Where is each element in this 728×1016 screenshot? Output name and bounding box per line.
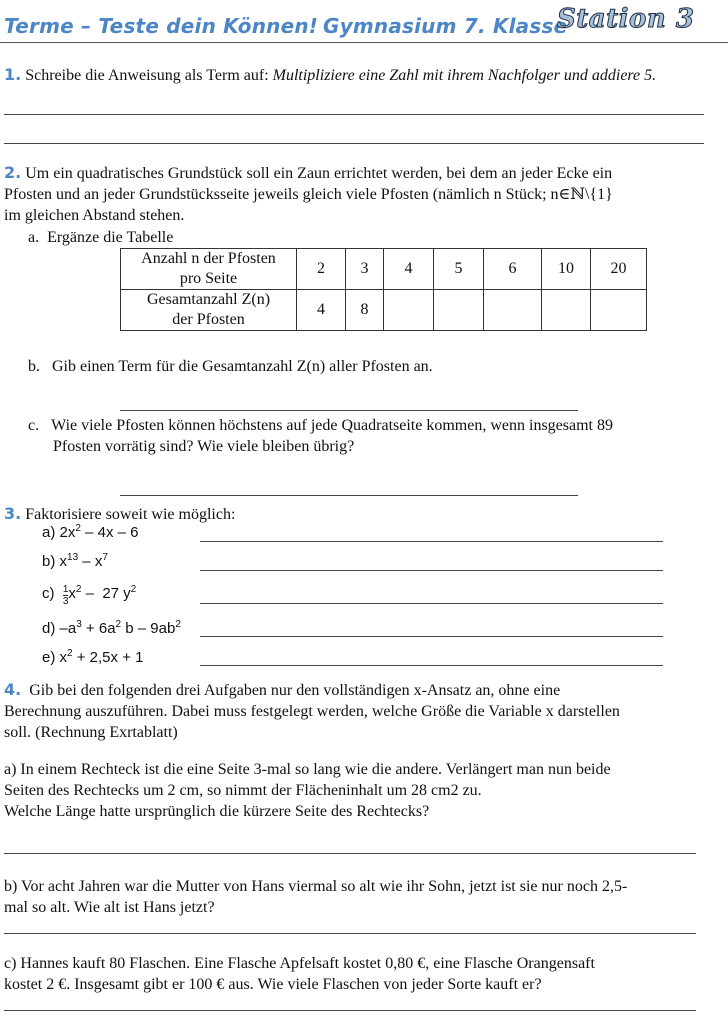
answer-line[interactable] — [200, 570, 663, 571]
table-cell[interactable] — [434, 290, 484, 331]
table-cell: 5 — [434, 249, 484, 290]
station-logo: Station 3 — [557, 4, 695, 34]
answer-line[interactable] — [4, 114, 704, 115]
answer-line[interactable] — [200, 541, 663, 542]
grade-label: Gymnasium 7. Klasse — [323, 14, 568, 38]
table-cell[interactable] — [591, 290, 647, 331]
task-2a-label: a. Ergänze die Tabelle — [28, 229, 174, 246]
answer-line[interactable] — [200, 603, 663, 604]
answer-line[interactable] — [200, 665, 663, 666]
table-header-n: Anzahl n der Pfosten pro Seite — [121, 249, 297, 290]
expression-a: a) $2x^2 - 4x - 6$ — [42, 523, 139, 541]
table-cell: 10 — [542, 249, 591, 290]
answer-line[interactable] — [200, 636, 663, 637]
expression-c: c) $\frac{1}{3}$ $x^2 - 27$ $y^2$ — [42, 584, 137, 607]
table-cell: 2 — [297, 249, 346, 290]
task-3-text: 3. Faktorisiere soweit wie möglich: — [4, 504, 236, 523]
table-header-z: Gesamtanzahl Z(n) der Pfosten — [121, 290, 297, 331]
table-cell[interactable] — [384, 290, 434, 331]
expression-d: d) $-a^3 + 6a^2$ b – $9ab^2$ — [42, 619, 181, 637]
table-cell[interactable] — [542, 290, 591, 331]
table-cell: 4 — [384, 249, 434, 290]
task-3-number: 3. — [4, 504, 22, 523]
answer-line[interactable] — [4, 853, 696, 854]
answer-line[interactable] — [4, 1010, 696, 1011]
task-1-text: 1. Schreibe die Anweisung als Term auf: Multipliziere eine Zahl mit ihrem Nachfolger und addiere 5. — [4, 65, 657, 84]
table-cell: 3 — [346, 249, 384, 290]
task-2-text: 2. Um ein quadratisches Grundstück soll ein Zaun errichtet werden, bei dem an jeder Ecke ein Pfosten und an jeder Grundstücksseite jeweils gleich viele Pfosten (nämlich n Stück; n∈ℕ\{1} im gleichen Abstand stehen. — [4, 163, 613, 224]
fraction: $\frac{1}{3}$ — [62, 584, 69, 607]
answer-line[interactable] — [4, 143, 704, 144]
answer-line[interactable] — [4, 933, 696, 934]
expression-e: e) $x^2 + 2,5x + 1$ — [42, 648, 144, 666]
task-4-text: 4. Gib bei den folgenden drei Aufgaben nur den vollständigen x-Ansatz an, ohne eine Berechnung auszuführen. Dabei muss festgelegt werden, welche Größe die Variable x darstellen soll. (Rechnung Exrtablatt) — [4, 680, 620, 741]
table-cell[interactable]: 4 — [297, 290, 346, 331]
table-cell[interactable]: 8 — [346, 290, 384, 331]
posts-table — [120, 248, 647, 331]
table-cell: 6 — [484, 249, 542, 290]
task-4c-text: c) Hannes kauft 80 Flaschen. Eine Flasche Apfelsaft kostet 0,80 €, eine Flasche Orangensaft kostet 2 €. Insgesamt gibt er 100 € aus. Wie viele Flaschen von jeder Sorte kauft er? — [4, 955, 595, 993]
table-cell[interactable] — [484, 290, 542, 331]
task-4-number: 4. — [4, 680, 22, 699]
table-cell: 20 — [591, 249, 647, 290]
answer-line[interactable] — [120, 410, 578, 411]
task-2b-text: b. Gib einen Term für die Gesamtanzahl Z(n) aller Pfosten an. — [28, 358, 433, 375]
task-1-number: 1. — [4, 65, 22, 84]
expression-b: b) $x^{13} - x^7$ — [42, 552, 108, 570]
answer-line[interactable] — [120, 495, 578, 496]
task-2-number: 2. — [4, 163, 22, 182]
task-2c-text: c. Wie viele Pfosten können höchstens auf jede Quadratseite kommen, wenn insgesamt 89 Pfosten vorrätig sind? Wie viele bleiben übrig? — [28, 417, 613, 455]
worksheet-title: Terme – Teste dein Können! — [4, 14, 319, 38]
task-4b-text: b) Vor acht Jahren war die Mutter von Hans viermal so alt wie ihr Sohn, jetzt ist sie nur noch 2,5- mal so alt. Wie alt ist Hans jetzt? — [4, 878, 628, 916]
task-4a-text: a) In einem Rechteck ist die eine Seite 3-mal so lang wie die andere. Verlängert man nun beide Seiten des Rechtecks um 2 cm, so nimmt der Flächeninhalt um 28 cm2 zu. Welche Länge hatte ursprünglich die kürzere Seite des Rechtecks? — [4, 761, 611, 820]
